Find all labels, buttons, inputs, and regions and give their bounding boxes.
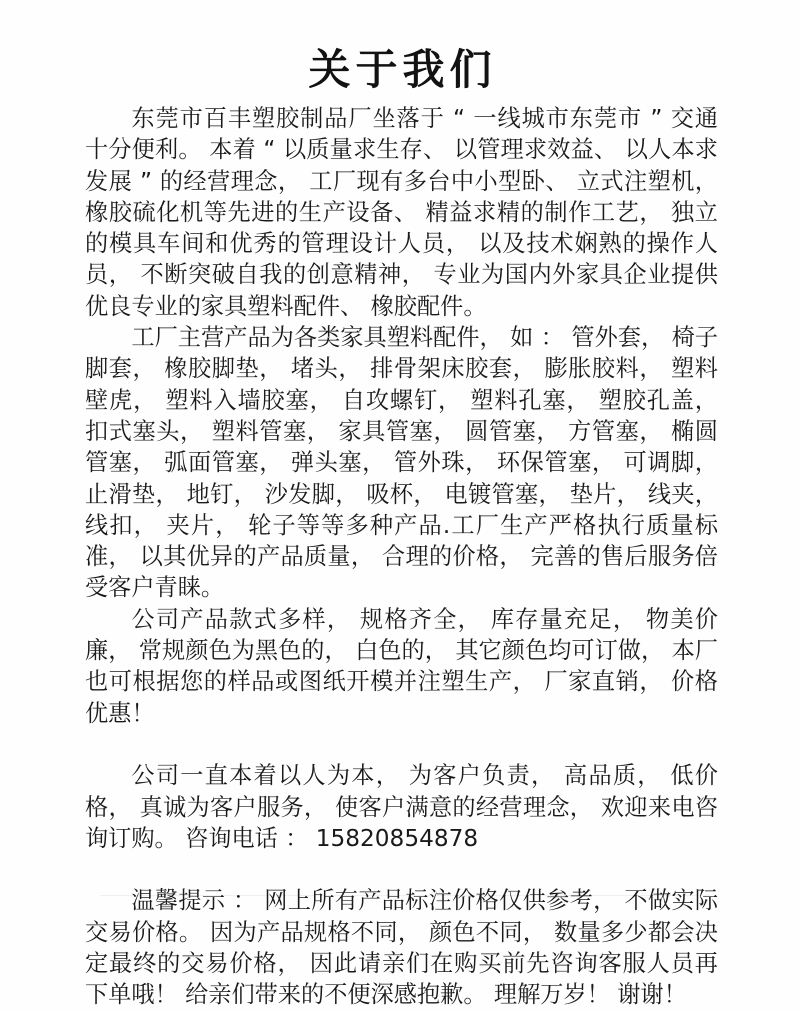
paragraph-products: 工厂主营产品为各类家具塑料配件， 如 ： 管外套， 椅子脚套， 橡胶脚垫， 堵头， 排骨架床胶套， 膨胀胶料， 塑料壁虎， 塑料入墙胶塞， 自攻螺钉， 塑料孔塞， 塑胶孔盖， 扣式塞头， 塑料管塞， 家具管塞， 圆管塞， 方管塞， 椭圆管塞， 弧面管塞， 弹头塞， 管外珠， 环保管塞， 可调脚， 止滑垫， 地钉， 沙发脚， 吸杯， 电镀管塞， 垫片， 线夹， 线扣， 夹片， 轮子等等多种产品.工厂生产严格执行质量标准， 以其优异的产品质量， 合理的价格， 完善的售后服务倍受客户青睐。 <box>85 324 718 602</box>
page-title: 关于我们 <box>308 45 497 95</box>
paragraph-stock: 公司产品款式多样， 规格齐全， 库存量充足， 物美价廉， 常规颜色为黑色的， 白色的， 其它颜色均可订做， 本厂也可根据您的样品或图纸开模并注塑生产， 厂家直销， 价格优惠！ <box>85 605 718 727</box>
body-content <box>85 103 718 1011</box>
paragraph-notice: 温馨提示 ： 网上所有产品标注价格仅供参考， 不做实际交易价格。 因为产品规格不同， 颜色不同， 数量多少都会决定最终的交易价格， 因此请亲们在购买前先咨询客服人员再下单哦！ 给亲们带来的不便深感抱歉。 理解万岁！ 谢谢！ <box>85 887 718 1009</box>
scan-artifact-line <box>100 895 710 896</box>
paragraph-intro: 东莞市百丰塑胶制品厂坐落于 “ 一线城市东莞市 ” 交通十分便利。 本着 “ 以质量求生存、 以管理求效益、 以人本求发展 ” 的经营理念， 工厂现有多台中小型卧、 立式注塑机， 橡胶硫化机等先进的生产设备、 精益求精的制作工艺， 独立的模具车间和优秀的管理设计人员， 以及技术娴熟的操作人员， 不断突破自我的创意精神， 专业为国内外家具企业提供优良专业的家具塑料配件、 橡胶配件。 <box>85 105 718 320</box>
paragraph-philosophy: 公司一直本着以人为本， 为客户负责， 高品质， 低价格， 真诚为客户服务， 使客户满意的经营理念， 欢迎来电咨询订购。 咨询电话 ： 15820854878 <box>85 762 718 852</box>
